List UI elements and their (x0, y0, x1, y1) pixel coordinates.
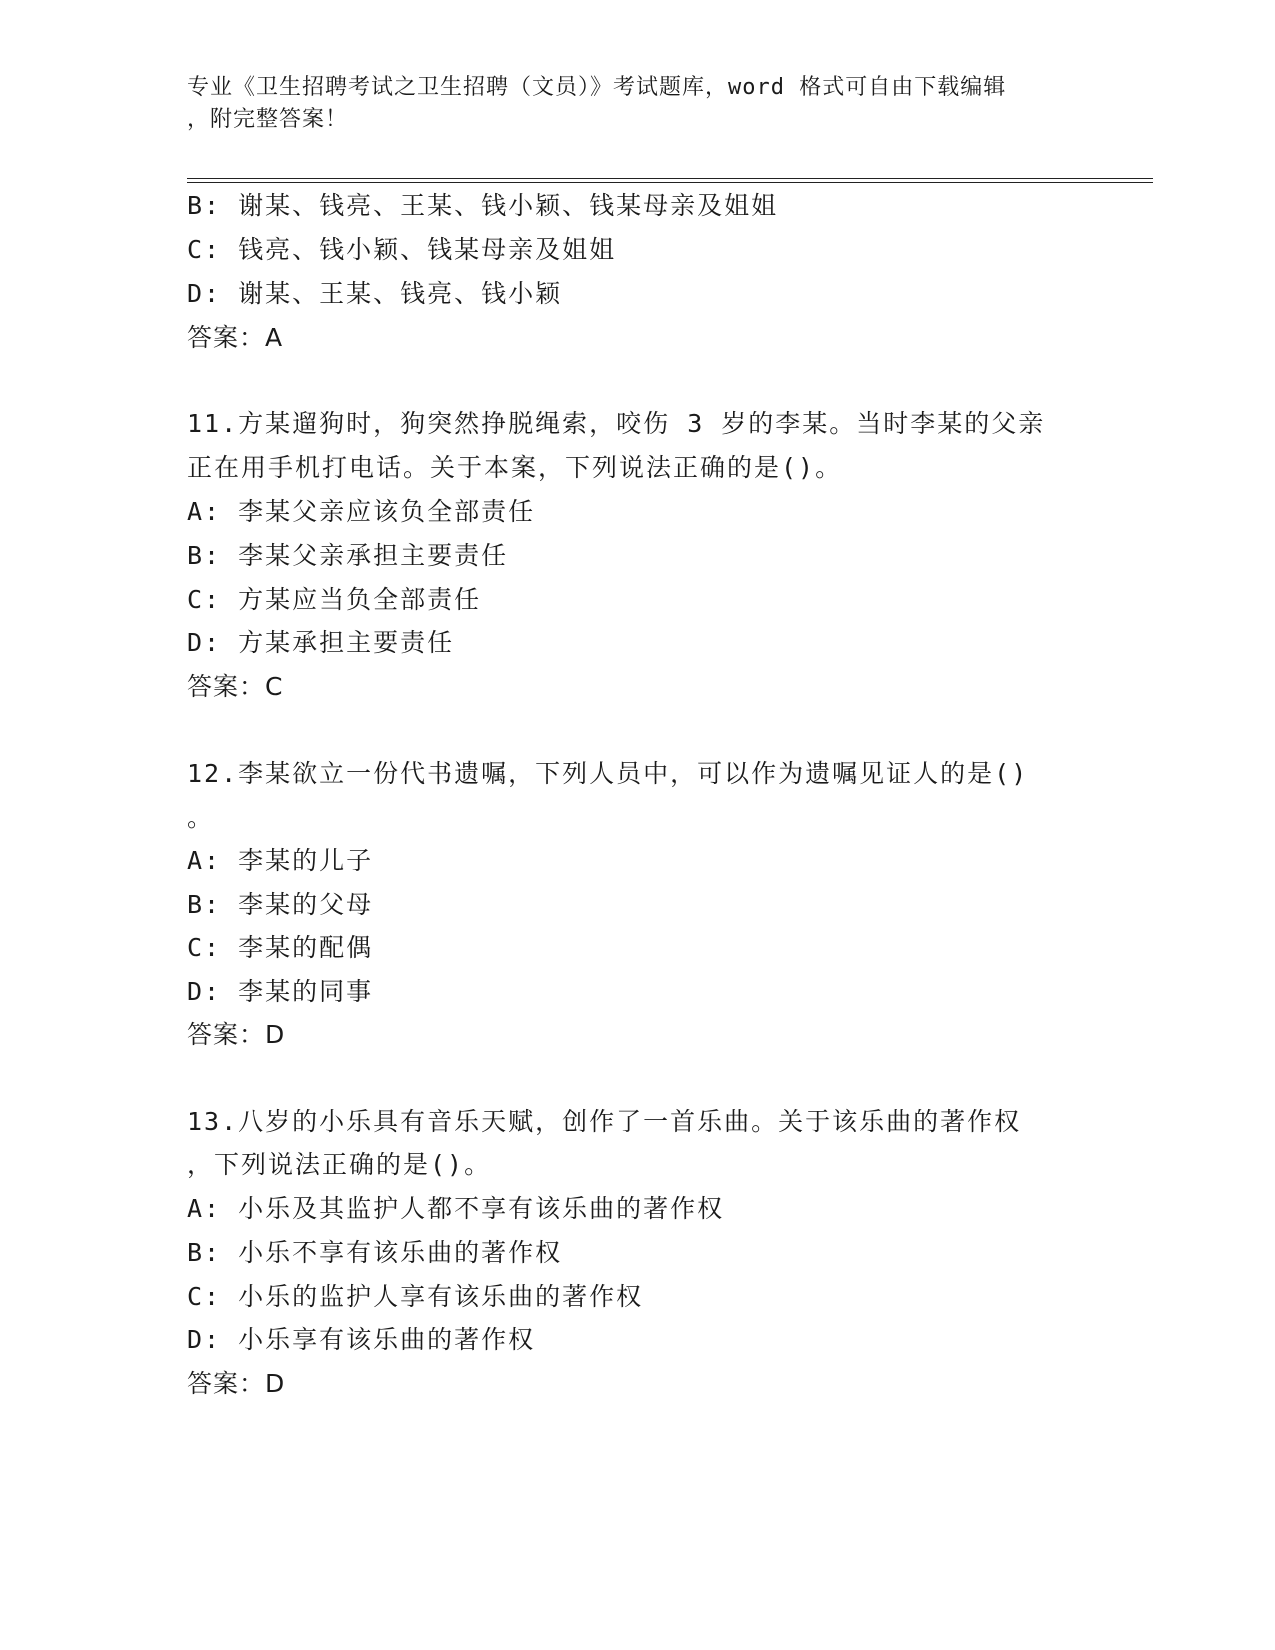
q13-option-d: D: 小乐享有该乐曲的著作权 (187, 1325, 536, 1354)
q11-stem-line-2: 正在用手机打电话。关于本案，下列说法正确的是()。 (187, 453, 843, 482)
q10-option-b: B: 谢某、钱亮、王某、钱小颖、钱某母亲及姐姐 (187, 191, 779, 220)
header-line-2: ，附完整答案！ (187, 107, 349, 132)
q10-answer: 答案：A (187, 323, 284, 352)
q12-option-d: D: 李某的同事 (187, 977, 374, 1006)
q11-option-b: B: 李某父亲承担主要责任 (187, 541, 509, 570)
q12-option-c: C: 李某的配偶 (187, 933, 374, 962)
header-divider-top (187, 178, 1153, 179)
header-divider-bottom (187, 182, 1153, 183)
q12-stem-line-2: 。 (187, 803, 215, 832)
q10-option-d: D: 谢某、王某、钱亮、钱小颖 (187, 279, 563, 308)
q12-answer: 答案：D (187, 1020, 286, 1049)
q11-option-d: D: 方某承担主要责任 (187, 628, 455, 657)
q12-option-a: A: 李某的儿子 (187, 846, 374, 875)
q11-answer: 答案：C (187, 672, 284, 701)
q13-option-b: B: 小乐不享有该乐曲的著作权 (187, 1238, 563, 1267)
q13-answer: 答案：D (187, 1369, 286, 1398)
q13-option-c: C: 小乐的监护人享有该乐曲的著作权 (187, 1282, 644, 1311)
q11-option-c: C: 方某应当负全部责任 (187, 585, 482, 614)
q12-option-b: B: 李某的父母 (187, 890, 374, 919)
q13-option-a: A: 小乐及其监护人都不享有该乐曲的著作权 (187, 1194, 725, 1223)
header-line-1: 专业《卫生招聘考试之卫生招聘（文员）》考试题库，word 格式可自由下载编辑 (187, 75, 1007, 100)
q11-stem-line-1: 11.方某遛狗时，狗突然挣脱绳索，咬伤 3 岁的李某。当时李某的父亲 (187, 409, 1046, 438)
q13-stem-line-1: 13.八岁的小乐具有音乐天赋，创作了一首乐曲。关于该乐曲的著作权 (187, 1107, 1022, 1136)
q13-stem-line-2: ，下列说法正确的是()。 (187, 1150, 492, 1179)
page-header (187, 72, 1067, 136)
q12-stem-line-1: 12.李某欲立一份代书遗嘱，下列人员中，可以作为遗嘱见证人的是() (187, 759, 1029, 788)
q10-option-c: C: 钱亮、钱小颖、钱某母亲及姐姐 (187, 235, 617, 264)
q11-option-a: A: 李某父亲应该负全部责任 (187, 497, 536, 526)
